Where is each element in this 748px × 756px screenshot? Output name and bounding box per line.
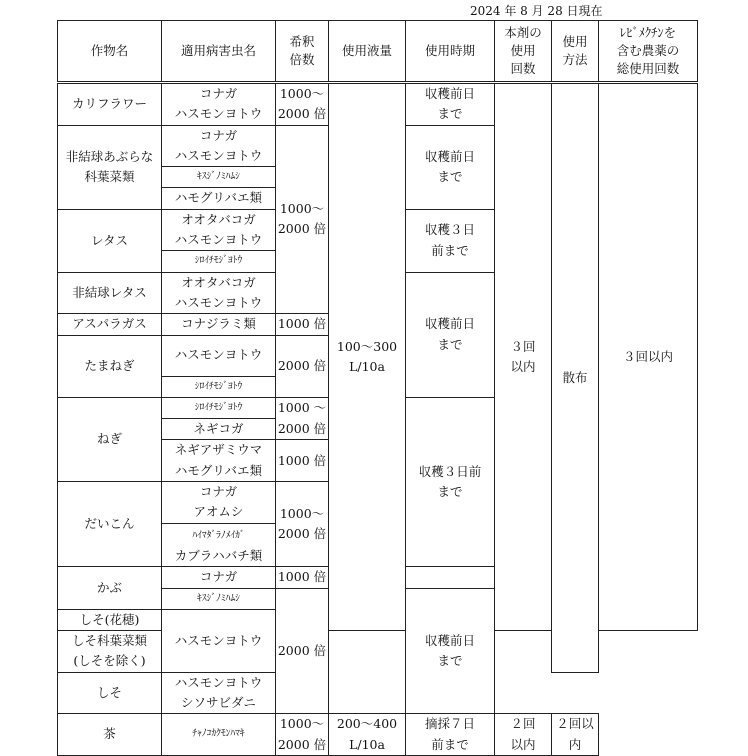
crop-cell: 非結球あぶらな 科葉菜類 (58, 125, 162, 209)
dilution-cell: 1000 倍 (276, 567, 329, 588)
crop-cell: 茶 (58, 714, 162, 756)
crop-cell: カリフラワー (58, 83, 162, 126)
table-row (58, 631, 698, 673)
pest-label-small: ﾊｲﾏﾀﾞﾗﾉﾒｲｶﾞ (192, 529, 245, 541)
header-pest: 適用病害虫名 (162, 21, 276, 83)
timing-cell: 収穫前日 まで (406, 125, 495, 209)
pest-cell (162, 523, 276, 567)
dilution-cell: 1000～ 2000 倍 (276, 482, 329, 567)
timing-cell: 収穫３日 前まで (406, 209, 495, 272)
pest-cell: ハモグリバエ類 (162, 188, 276, 209)
header-timing: 使用時期 (406, 21, 495, 83)
header-times: 本剤の 使用 回数 (495, 21, 552, 83)
header-dilution: 希釈 倍数 (276, 21, 329, 83)
crop-cell: しそ科葉菜類 (しそを除く) (58, 631, 162, 673)
header-crop: 作物名 (58, 21, 162, 83)
pest-cell: ｼﾛｲﾁﾓｼﾞﾖﾄｳ (162, 376, 276, 397)
pest-cell: ｷｽｼﾞﾉﾐﾊﾑｼ (162, 167, 276, 188)
crop-cell: しそ (58, 672, 162, 714)
header-method: 使用 方法 (552, 21, 599, 83)
pest-cell: コナガ ハスモンヨトウ (162, 83, 276, 126)
header-volume: 使用液量 (329, 21, 406, 83)
dilution-cell: 1000 ～ 2000 倍 (276, 397, 329, 440)
crop-cell: アスパラガス (58, 314, 162, 335)
crop-cell: しそ(花穂) (58, 609, 162, 630)
header-total: ﾚﾋﾞﾒｸﾁﾝを 含む農薬の 総使用回数 (599, 21, 698, 83)
table-row (58, 714, 698, 756)
dilution-cell: 2000 倍 (276, 588, 329, 714)
volume-cell: 100～300 L/10a (329, 83, 406, 631)
crop-cell: かぶ (58, 567, 162, 610)
dilution-cell: 1000 倍 (276, 440, 329, 482)
table-row (58, 83, 698, 126)
pesticide-usage-table (57, 20, 698, 756)
volume-cell: 200～400 L/10a (329, 714, 406, 756)
pest-cell: ﾁｬﾉｺｶｸﾓﾝﾊﾏｷ (162, 714, 276, 756)
crop-cell: たまねぎ (58, 335, 162, 397)
timing-cell: 摘採７日 前まで (406, 714, 495, 756)
pest-label: カブラハバチ類 (174, 547, 263, 563)
crop-cell: 非結球レタス (58, 272, 162, 314)
dilution-cell: 1000 倍 (276, 314, 329, 335)
times-cell: ３回 以内 (495, 83, 552, 631)
table-row (58, 672, 698, 714)
pest-cell: オオタバコガ ハスモンヨトウ (162, 272, 276, 314)
times-cell: ２回 以内 (495, 714, 552, 756)
pest-cell: ｷｽｼﾞﾉﾐﾊﾑｼ (162, 588, 276, 609)
pest-cell: コナガ ハスモンヨトウ (162, 125, 276, 167)
pest-cell: コナガ (162, 567, 276, 588)
total-cell: ３回以内 (599, 83, 698, 631)
dilution-cell: 1000～ 2000 倍 (276, 125, 329, 314)
timing-cell: 収穫３日前 まで (406, 397, 495, 566)
pest-cell: コナガ アオムシ (162, 482, 276, 524)
pest-cell: ネギアザミウマ ハモグリバエ類 (162, 440, 276, 482)
crop-cell: ねぎ (58, 397, 162, 481)
pest-cell: ｼﾛｲﾁﾓｼﾞﾖﾄｳ (162, 397, 276, 418)
crop-cell: レタス (58, 209, 162, 272)
pest-cell: ｼﾛｲﾁﾓｼﾞﾖﾄｳ (162, 251, 276, 272)
pest-cell: オオタバコガ ハスモンヨトウ (162, 209, 276, 251)
timing-cell: 収穫前日 まで (406, 272, 495, 397)
dilution-cell: 2000 倍 (276, 335, 329, 397)
dilution-cell: 1000～ 2000 倍 (276, 83, 329, 126)
method-cell: 散布 (552, 83, 599, 673)
pest-cell: ネギコガ (162, 419, 276, 440)
crop-cell: だいこん (58, 482, 162, 567)
timing-cell: 収穫前日 まで (406, 83, 495, 126)
pest-cell: ハスモンヨトウ (162, 335, 276, 376)
timing-cell: 収穫前日 まで (406, 588, 495, 714)
total-cell: ２回以内 (552, 714, 599, 756)
pest-cell: コナジラミ類 (162, 314, 276, 335)
pest-cell: ハスモンヨトウ (162, 609, 276, 672)
header-row (58, 21, 698, 83)
dilution-cell: 1000～ 2000 倍 (276, 714, 329, 756)
date-note: 2024 年 8 月 28 日現在 (470, 4, 603, 18)
pest-cell: ハスモンヨトウ シソサビダニ (162, 672, 276, 714)
